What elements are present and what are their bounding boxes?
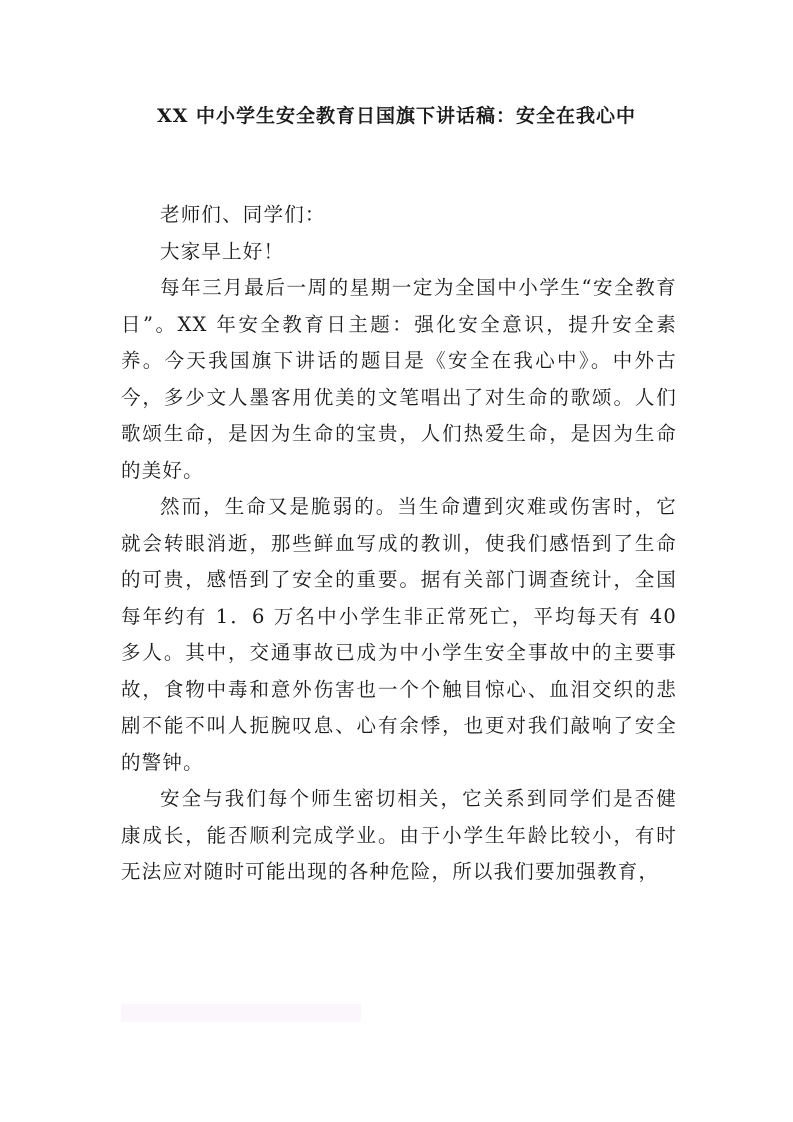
paragraph-safety-related: 安全与我们每个师生密切相关，它关系到同学们是否健康成长，能否顺利完成学业。由于小学生年龄比较小，有时无法应对随时可能出现的各种危险，所以我们要加强教育， bbox=[121, 787, 677, 883]
paragraph-morning: 大家早上好！ bbox=[160, 239, 285, 263]
document-body bbox=[121, 197, 677, 891]
paragraph-safety-day: 每年三月最后一周的星期一定为全国中小学生“安全教育日”。XX 年安全教育日主题：强化安全意识，提升安全素养。今天我国旗下讲话的题目是《安全在我心中》。中外古今，多少文人墨客用优美的文笔唱出了对生命的歌颂。人们歌颂生命，是因为生命的宝贵，人们热爱生命，是因为生命的美好。 bbox=[121, 276, 677, 482]
faded-watermark-stripe bbox=[121, 1004, 361, 1022]
paragraph-greeting: 老师们、同学们： bbox=[160, 203, 326, 226]
paragraph-fragile-life: 然而，生命又是脆弱的。当生命遭到灾难或伤害时，它就会转眼消逝，那些鲜血写成的教训，使我们感悟到了生命的可贵，感悟到了安全的重要。据有关部门调查统计，全国每年约有 1．6 万名中小学生非正常死亡，平均每天有 40 多人。其中，交通事故已成为中小学生安全事故中的主要事故，食物中毒和意外伤害也一个个触目惊心、血泪交织的悲剧不能不叫人扼腕叹息、心有余悸，也更对我们敲响了安全的警钟。 bbox=[121, 495, 677, 774]
document-title: XX 中小学生安全教育日国旗下讲话稿：安全在我心中 bbox=[156, 105, 637, 127]
